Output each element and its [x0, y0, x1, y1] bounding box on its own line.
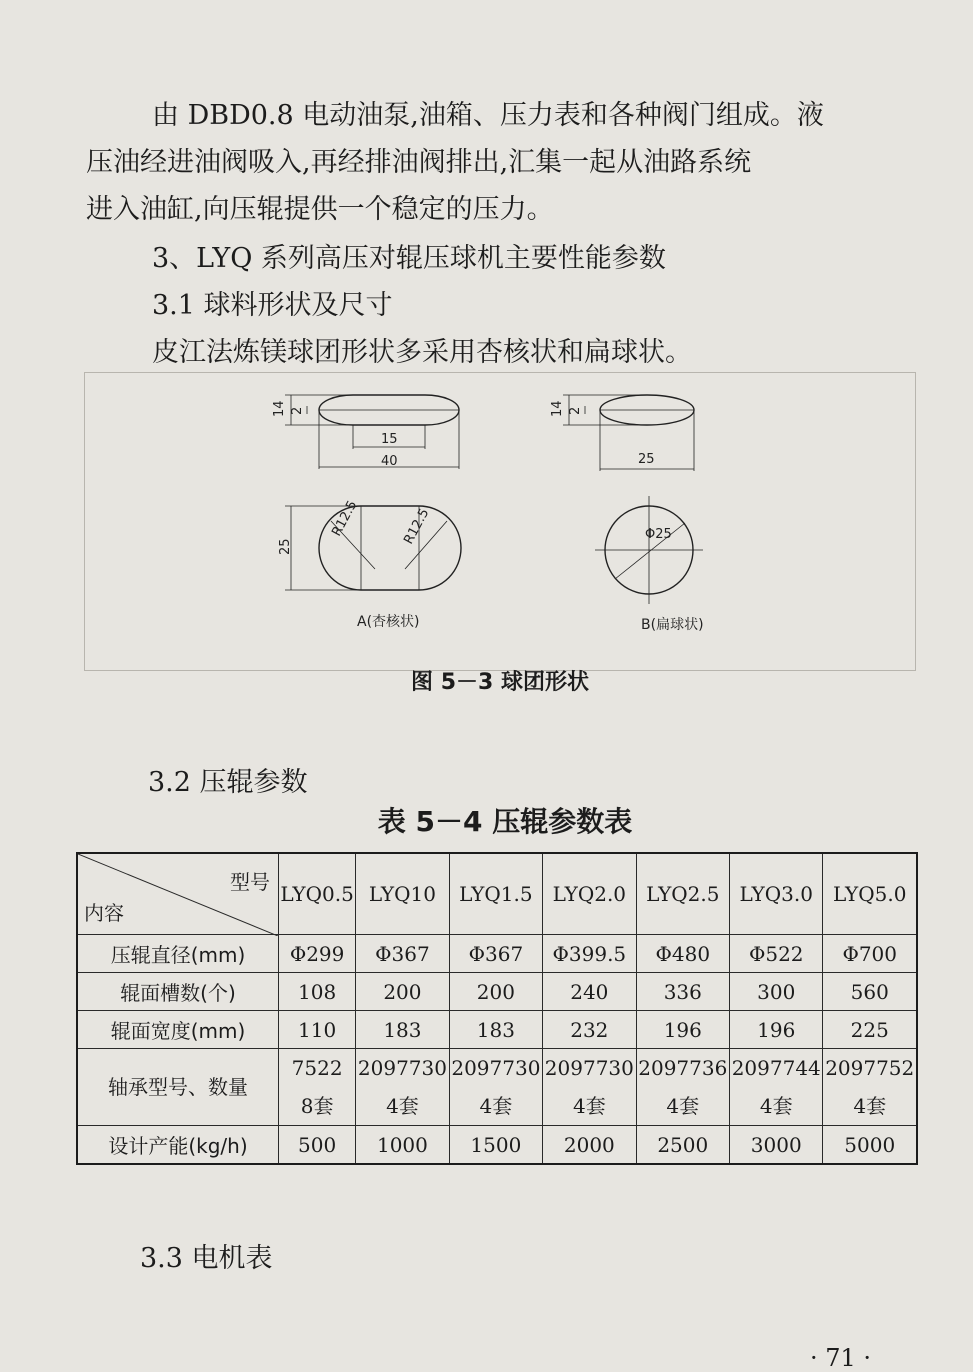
- table-cell: 196: [730, 1011, 823, 1049]
- shape-b-side-view: [563, 395, 694, 471]
- shape-a-side-view: [285, 395, 459, 469]
- table-cell: 560: [823, 973, 917, 1011]
- table-cell: 1500: [449, 1126, 542, 1165]
- figure-caption: 图 5－3 球团形状: [411, 670, 589, 695]
- table-cell: [730, 1049, 823, 1126]
- bearing-model: 2097730: [357, 1056, 447, 1080]
- bearing-model: 2097752: [825, 1056, 915, 1080]
- dim-a-14: 14: [272, 400, 287, 417]
- bearing-model: 2097736: [638, 1056, 728, 1080]
- table-cell: 200: [356, 973, 449, 1011]
- figure-5-3: [84, 372, 916, 671]
- table-row: [77, 935, 917, 973]
- table-cell: [543, 1049, 636, 1126]
- model-header: LYQ1.5: [449, 853, 542, 935]
- table-cell: Φ480: [636, 935, 729, 973]
- table-row: [77, 973, 917, 1011]
- table-cell: 110: [279, 1011, 356, 1049]
- table-cell: [636, 1049, 729, 1126]
- model-header: LYQ3.0: [730, 853, 823, 935]
- row-label: 辊面宽度(mm): [77, 1011, 279, 1049]
- dim-a-2: 2: [290, 406, 305, 415]
- model-header: LYQ5.0: [823, 853, 917, 935]
- model-header: LYQ2.5: [636, 853, 729, 935]
- dim-b-2: 2: [568, 406, 583, 415]
- table-cell: 240: [543, 973, 636, 1011]
- bearing-count: 4套: [759, 1094, 793, 1118]
- row-label: 设计产能(kg/h): [77, 1126, 279, 1165]
- page-number: · 71 ·: [810, 1344, 872, 1372]
- bearing-count: 4套: [853, 1094, 887, 1118]
- table-cell: 200: [449, 973, 542, 1011]
- dim-a-15: 15: [381, 432, 398, 447]
- bearing-model: 2097730: [544, 1056, 634, 1080]
- intro-paragraph: [86, 92, 921, 233]
- label-shape-a: A(杏核状): [357, 614, 420, 630]
- dim-b-phi25: Φ25: [645, 527, 672, 542]
- section-3-1-text: 皮江法炼镁球团形状多采用杏核状和扁球状。: [152, 337, 692, 368]
- table-cell: 336: [636, 973, 729, 1011]
- dim-a-r2: R12.5: [401, 506, 433, 547]
- dim-b-14: 14: [550, 400, 565, 417]
- intro-line-2: 压油经进油阀吸入,再经排油阀排出,汇集一起从油路系统: [86, 147, 752, 178]
- row-label: 轴承型号、数量: [77, 1049, 279, 1126]
- corner-label-model: 型号: [230, 870, 270, 894]
- ball-shape-drawing: [85, 373, 915, 670]
- table-cell: 3000: [730, 1126, 823, 1165]
- bearing-model: 2097744: [731, 1056, 821, 1080]
- dim-b-25: 25: [638, 452, 655, 467]
- table-cell: Φ700: [823, 935, 917, 973]
- table-cell: 300: [730, 973, 823, 1011]
- table-cell: 500: [279, 1126, 356, 1165]
- table-cell: [449, 1049, 542, 1126]
- table-cell: Φ299: [279, 935, 356, 973]
- section-3-2-heading: 3.2 压辊参数: [148, 767, 308, 798]
- model-header: LYQ10: [356, 853, 449, 935]
- intro-line-3: 进入油缸,向压辊提供一个稳定的压力。: [86, 194, 554, 225]
- table-row: [77, 1011, 917, 1049]
- table-cell: [356, 1049, 449, 1126]
- table-corner-cell: [77, 853, 279, 935]
- table-cell: Φ522: [730, 935, 823, 973]
- shape-a-top-view: [285, 506, 461, 590]
- row-label: 辊面槽数(个): [77, 973, 279, 1011]
- intro-line-1: 由 DBD0.8 电动油泵,油箱、压力表和各种阀门组成。液: [152, 100, 824, 131]
- section-3-3-heading: 3.3 电机表: [140, 1243, 273, 1274]
- section-3-1-heading: 3.1 球料形状及尺寸: [152, 290, 393, 321]
- table-cell: 5000: [823, 1126, 917, 1165]
- table-row: [77, 1126, 917, 1165]
- bearing-count: 4套: [572, 1094, 606, 1118]
- model-header: LYQ2.0: [543, 853, 636, 935]
- table-cell: 183: [356, 1011, 449, 1049]
- table-row: [77, 1049, 917, 1126]
- table-cell: 1000: [356, 1126, 449, 1165]
- bearing-count: 4套: [479, 1094, 513, 1118]
- dim-a-r1: R12.5: [329, 498, 361, 539]
- dim-a-25: 25: [278, 538, 293, 555]
- table-cell: 183: [449, 1011, 542, 1049]
- table-cell: 2000: [543, 1126, 636, 1165]
- bearing-model: 2097730: [451, 1056, 541, 1080]
- table-cell: Φ399.5: [543, 935, 636, 973]
- table-title: 表 5－4 压辊参数表: [377, 805, 633, 838]
- table-cell: 232: [543, 1011, 636, 1049]
- model-header: LYQ0.5: [279, 853, 356, 935]
- table-cell: [823, 1049, 917, 1126]
- table-header-row: [77, 853, 917, 935]
- section-3-heading: 3、LYQ 系列高压对辊压球机主要性能参数: [152, 243, 666, 274]
- table-cell: 196: [636, 1011, 729, 1049]
- table-cell: [279, 1049, 356, 1126]
- bearing-count: 4套: [666, 1094, 700, 1118]
- table-cell: 2500: [636, 1126, 729, 1165]
- table-cell: Φ367: [449, 935, 542, 973]
- shape-b-top-view: [595, 496, 703, 604]
- row-label: 压辊直径(mm): [77, 935, 279, 973]
- bearing-count: 4套: [386, 1094, 419, 1118]
- corner-label-content: 内容: [84, 901, 124, 925]
- dim-a-40: 40: [381, 454, 398, 469]
- table-cell: 225: [823, 1011, 917, 1049]
- bearing-model: 7522: [291, 1056, 343, 1080]
- roller-parameter-table: [76, 852, 918, 1165]
- table-cell: Φ367: [356, 935, 449, 973]
- label-shape-b: B(扁球状): [641, 617, 704, 633]
- bearing-count: 8套: [300, 1094, 334, 1118]
- table-cell: 108: [279, 973, 356, 1011]
